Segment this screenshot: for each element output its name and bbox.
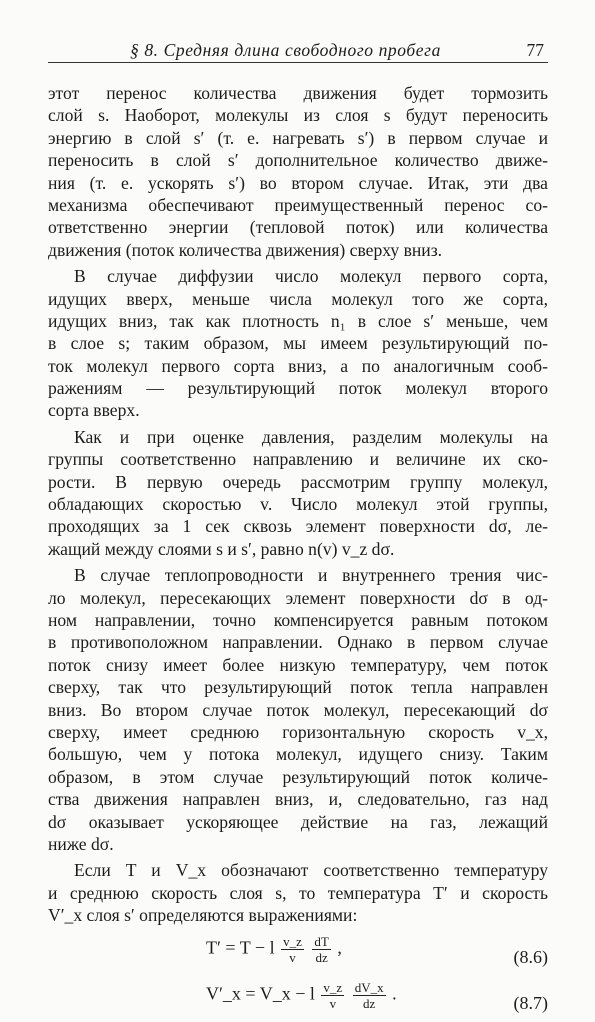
text-line: большую, чем у потока молекул, идущего снизу. Таким (48, 744, 548, 765)
formula-lhs: V′_x = V_x − l (206, 984, 315, 1005)
text-line: ответственно энергии (тепловой поток) или количества (48, 217, 548, 238)
numerator: dT (314, 934, 329, 950)
text-line: ло молекул, пересекающих элемент поверхности dσ в од- (48, 587, 548, 608)
section-title: § 8. Средняя длина свободного пробега (130, 40, 441, 60)
text-line: обладающих скоростью v. Число молекул этой группы, (48, 494, 548, 515)
denominator: v (329, 996, 337, 1012)
numerator: dV_x (354, 980, 384, 996)
body-text (48, 82, 548, 1022)
text-line: в слое s; таким образом, мы имеем результирующий по- (48, 333, 548, 354)
running-head (48, 38, 548, 63)
text-line: ниже dσ. (48, 833, 114, 854)
text-line: движения (поток количества движения) сверху вниз. (48, 239, 443, 260)
fraction (353, 980, 386, 1011)
text-line: dσ оказывает ускоряющее действие на газ, лежащий (48, 811, 548, 832)
text-line: этот перенос количества движения будет тормозить (48, 83, 548, 103)
text-line: проходящих за 1 сек сквозь элемент поверхности dσ, ле- (48, 516, 548, 537)
denominator: dz (363, 996, 376, 1012)
equation-number: (8.7) (513, 993, 548, 1014)
text-line: переносить в слой s′ дополнительное количество движе- (48, 150, 548, 171)
text-line: группы соответственно направлению и величине их ско- (48, 449, 548, 470)
formula-lhs: T′ = T − l (206, 938, 275, 959)
text-line: энергию в слой s′ (т. е. нагревать s′) в первом случае и (48, 127, 548, 148)
formula-block (48, 934, 548, 1022)
formula-punct: . (392, 984, 397, 1005)
text-line: и среднюю скорость слоя s, то температура T′ и скорость (48, 882, 548, 903)
text-line: В случае диффузии число молекул первого сорта, (74, 266, 548, 287)
text-line: рости. В первую очередь рассмотрим группу молекул, (48, 471, 548, 492)
text-line: в противоположном направлении. Однако в первом случае (48, 632, 548, 653)
text-line: ния (т. е. ускорять s′) во втором случае. Итак, эти два (48, 172, 548, 193)
page-number: 77 (526, 40, 544, 60)
text-line: идущих вниз, так как плотность n₁ в слое s′ меньше, чем (48, 310, 548, 331)
equation-number: (8.6) (513, 947, 548, 968)
formula-punct: , (337, 938, 342, 959)
denominator: v (289, 950, 296, 966)
text-line: ства движения направлен вниз, и, следовательно, газ над (48, 789, 548, 810)
text-line: механизма обеспечивают преимущественный перенос со- (48, 194, 548, 215)
text-line: Если T и V_x обозначают соответственно температуру (74, 860, 548, 881)
text-line: жащий между слоями s и s′, равно n(v) v_z dσ. (48, 538, 395, 559)
text-line: образом, в этом случае результирующий поток количе- (48, 766, 548, 787)
fraction (321, 980, 344, 1011)
text-line: Как и при оценке давления, разделим молекулы на (74, 426, 548, 447)
text-line: идущих вверх, меньше числа молекул того же сорта, (48, 288, 548, 309)
text-line: ражениям — результирующий поток молекул второго (48, 378, 548, 399)
numerator: v_z (283, 934, 302, 950)
text-line: вниз. Во втором случае поток молекул, пересекающий dσ (48, 699, 548, 720)
text-line: V′_x слоя s′ определяются выражениями: (48, 905, 358, 926)
text-line: ном направлении, точно компенсируется равным потоком (48, 609, 548, 630)
text-line: поток снизу имеет более низкую температуру, чем поток (48, 654, 548, 675)
text-line: ток молекул первого сорта вниз, а по аналогичным сооб- (48, 355, 548, 376)
numerator: v_z (323, 980, 343, 996)
formula-8-7 (206, 980, 397, 1011)
denominator: dz (315, 950, 328, 966)
text-line: сорта вверх. (48, 400, 140, 421)
text-line: сверху, имеет среднюю горизонтальную скорость v_x, (48, 721, 548, 742)
text-line: сверху, так что результирующий поток тепла направлен (48, 677, 548, 698)
text-line: В случае теплопроводности и внутреннего трения чис- (74, 565, 548, 586)
text-line: слой s. Наоборот, молекулы из слоя s будут переносить (48, 105, 548, 126)
